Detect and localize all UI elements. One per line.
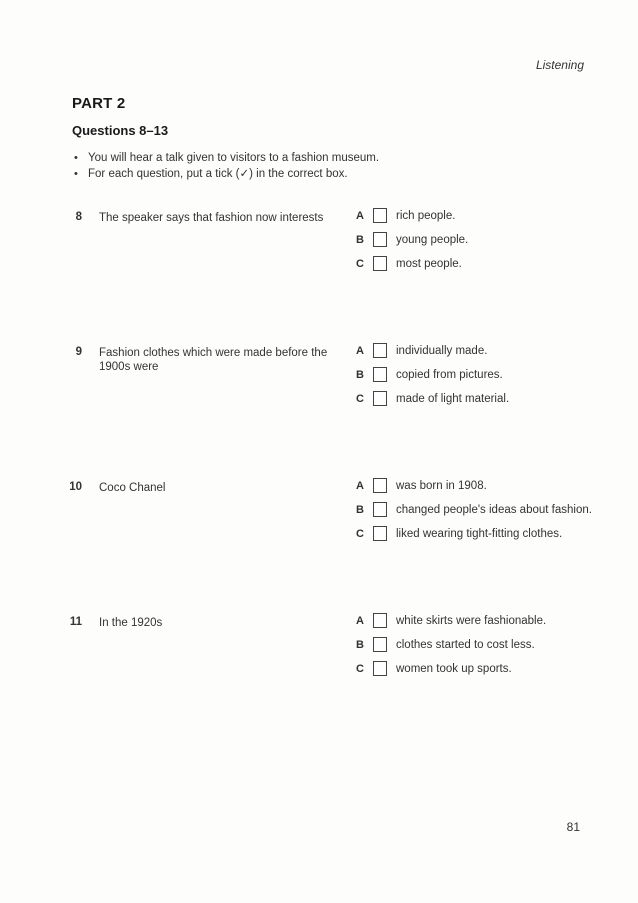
option-text: most people. [396, 258, 462, 270]
answer-checkbox[interactable] [373, 502, 387, 517]
instruction-text: For each question, put a tick (✓) in the correct box. [88, 168, 348, 180]
question-stem: The speaker says that fashion now interests [99, 212, 324, 224]
answer-checkbox[interactable] [373, 208, 387, 223]
answer-checkbox[interactable] [373, 232, 387, 247]
bullet-icon: • [74, 168, 78, 180]
question-9 [0, 346, 638, 446]
option-letter: A [356, 480, 364, 492]
option-text: white skirts were fashionable. [396, 615, 547, 627]
option-letter: A [356, 345, 364, 357]
instruction-item [74, 166, 379, 182]
option-text: rich people. [396, 210, 456, 222]
instruction-item [74, 150, 379, 166]
option-b [354, 367, 624, 385]
bullet-icon: • [74, 152, 78, 164]
answer-checkbox[interactable] [373, 391, 387, 406]
option-a [354, 478, 624, 496]
part-title: PART 2 [72, 95, 126, 112]
answer-checkbox[interactable] [373, 637, 387, 652]
answer-checkbox[interactable] [373, 526, 387, 541]
option-b [354, 502, 624, 520]
option-text: clothes started to cost less. [396, 639, 535, 651]
option-text: was born in 1908. [396, 480, 487, 492]
option-c [354, 526, 624, 544]
option-c [354, 391, 624, 409]
question-number: 8 [75, 211, 82, 223]
answer-checkbox[interactable] [373, 613, 387, 628]
page-number: 81 [566, 820, 580, 834]
answer-checkbox[interactable] [373, 661, 387, 676]
section-header: Listening [535, 58, 584, 72]
option-letter: A [356, 210, 364, 222]
option-a [354, 343, 624, 361]
instruction-text: You will hear a talk given to visitors to a fashion museum. [88, 152, 380, 164]
option-letter: B [356, 639, 364, 651]
option-letter: C [356, 528, 364, 540]
option-c [354, 256, 624, 274]
option-b [354, 637, 624, 655]
question-number: 9 [75, 346, 82, 358]
option-a [354, 613, 624, 631]
option-text: liked wearing tight-fitting clothes. [396, 528, 563, 540]
question-stem: In the 1920s [99, 617, 163, 629]
option-letter: C [356, 393, 364, 405]
question-8 [0, 211, 638, 311]
option-text: made of light material. [396, 393, 510, 405]
answer-checkbox[interactable] [373, 367, 387, 382]
answer-checkbox[interactable] [373, 343, 387, 358]
option-text: young people. [396, 234, 469, 246]
option-letter: B [356, 369, 364, 381]
question-10 [0, 481, 638, 581]
option-letter: A [356, 615, 364, 627]
option-text: women took up sports. [396, 663, 512, 675]
option-text: copied from pictures. [396, 369, 503, 381]
option-letter: C [356, 258, 364, 270]
instructions-list [74, 150, 379, 182]
option-a [354, 208, 624, 226]
option-text: individually made. [396, 345, 488, 357]
question-stem: Fashion clothes which were made before the 1900s were [99, 347, 328, 373]
answer-checkbox[interactable] [373, 478, 387, 493]
option-letter: B [356, 234, 364, 246]
question-11 [0, 616, 638, 716]
option-letter: B [356, 504, 364, 516]
questions-range-title: Questions 8–13 [72, 123, 169, 138]
option-c [354, 661, 624, 679]
option-b [354, 232, 624, 250]
option-text: changed people's ideas about fashion. [396, 504, 592, 516]
answer-checkbox[interactable] [373, 256, 387, 271]
question-number: 10 [69, 481, 82, 493]
question-number: 11 [69, 616, 82, 628]
option-letter: C [356, 663, 364, 675]
question-stem: Coco Chanel [99, 482, 166, 494]
